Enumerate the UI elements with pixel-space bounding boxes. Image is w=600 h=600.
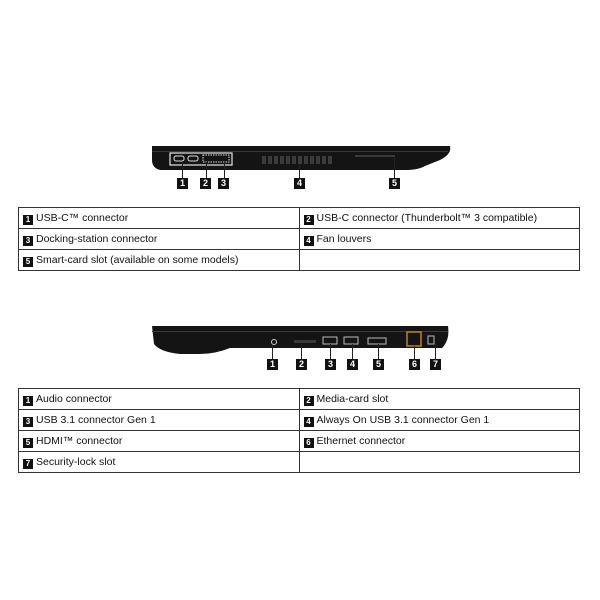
- legend-cell: [19, 389, 300, 410]
- table-row: [19, 389, 580, 410]
- legend-cell: [299, 208, 580, 229]
- legend-number: 1: [23, 215, 33, 225]
- legend-label: USB-C™ connector: [36, 211, 129, 224]
- table-row: [19, 208, 580, 229]
- legend-cell: [299, 431, 580, 452]
- legend-number: 6: [304, 438, 314, 448]
- legend-label: Media-card slot: [316, 392, 389, 405]
- legend-label: Smart-card slot (available on some models): [36, 253, 239, 266]
- legend-cell: [299, 410, 580, 431]
- legend-number: 4: [304, 236, 314, 246]
- legend-cell: [19, 229, 300, 250]
- callout-4: 4: [347, 359, 358, 370]
- callout-2: 2: [296, 359, 307, 370]
- callout-1: 1: [267, 359, 278, 370]
- legend-label: Fan louvers: [316, 232, 372, 245]
- legend-number: 3: [23, 236, 33, 246]
- table-row: [19, 229, 580, 250]
- table-row: [19, 431, 580, 452]
- legend-number: 5: [23, 438, 33, 448]
- legend-cell: [19, 208, 300, 229]
- lid-line: [152, 331, 448, 332]
- legend-number: 4: [304, 417, 314, 427]
- legend-number: 1: [23, 396, 33, 406]
- legend-cell: [299, 229, 580, 250]
- legend-number: 2: [304, 396, 314, 406]
- legend-label: HDMI™ connector: [36, 434, 123, 447]
- legend-cell: [19, 250, 300, 271]
- callout-4: 4: [294, 178, 305, 189]
- legend-label: Docking-station connector: [36, 232, 158, 245]
- legend-number: 5: [23, 257, 33, 267]
- callout-3: 3: [218, 178, 229, 189]
- callout-2: 2: [200, 178, 211, 189]
- legend-cell: [19, 452, 300, 473]
- callout-7: 7: [430, 359, 441, 370]
- lid-line: [152, 151, 448, 152]
- table-row: [19, 452, 580, 473]
- legend-number: 2: [304, 215, 314, 225]
- legend-label: Audio connector: [36, 392, 112, 405]
- legend-cell-empty: [299, 250, 580, 271]
- left-side-legend-table: [18, 207, 580, 271]
- right-side-legend-table: [18, 388, 580, 473]
- legend-cell-empty: [299, 452, 580, 473]
- legend-label: Security-lock slot: [36, 455, 116, 468]
- legend-label: USB-C connector (Thunderbolt™ 3 compatible): [316, 211, 538, 224]
- laptop-right-side-illustration: [0, 318, 600, 380]
- callout-6: 6: [409, 359, 420, 370]
- media-card-slot-shape: [294, 340, 316, 343]
- callout-5: 5: [389, 178, 400, 189]
- table-row: [19, 250, 580, 271]
- legend-label: Always On USB 3.1 connector Gen 1: [316, 413, 490, 426]
- table-row: [19, 410, 580, 431]
- smart-card-slot-shape: [355, 155, 395, 157]
- legend-label: USB 3.1 connector Gen 1: [36, 413, 156, 426]
- legend-cell: [19, 410, 300, 431]
- callout-3: 3: [325, 359, 336, 370]
- legend-number: 3: [23, 417, 33, 427]
- callout-5: 5: [373, 359, 384, 370]
- laptop-left-side-illustration: [0, 130, 600, 200]
- right-side-figure: [0, 318, 600, 380]
- legend-cell: [299, 389, 580, 410]
- legend-label: Ethernet connector: [316, 434, 406, 447]
- legend-number: 7: [23, 459, 33, 469]
- legend-cell: [19, 431, 300, 452]
- callout-1: 1: [177, 178, 188, 189]
- left-side-figure: [0, 130, 600, 200]
